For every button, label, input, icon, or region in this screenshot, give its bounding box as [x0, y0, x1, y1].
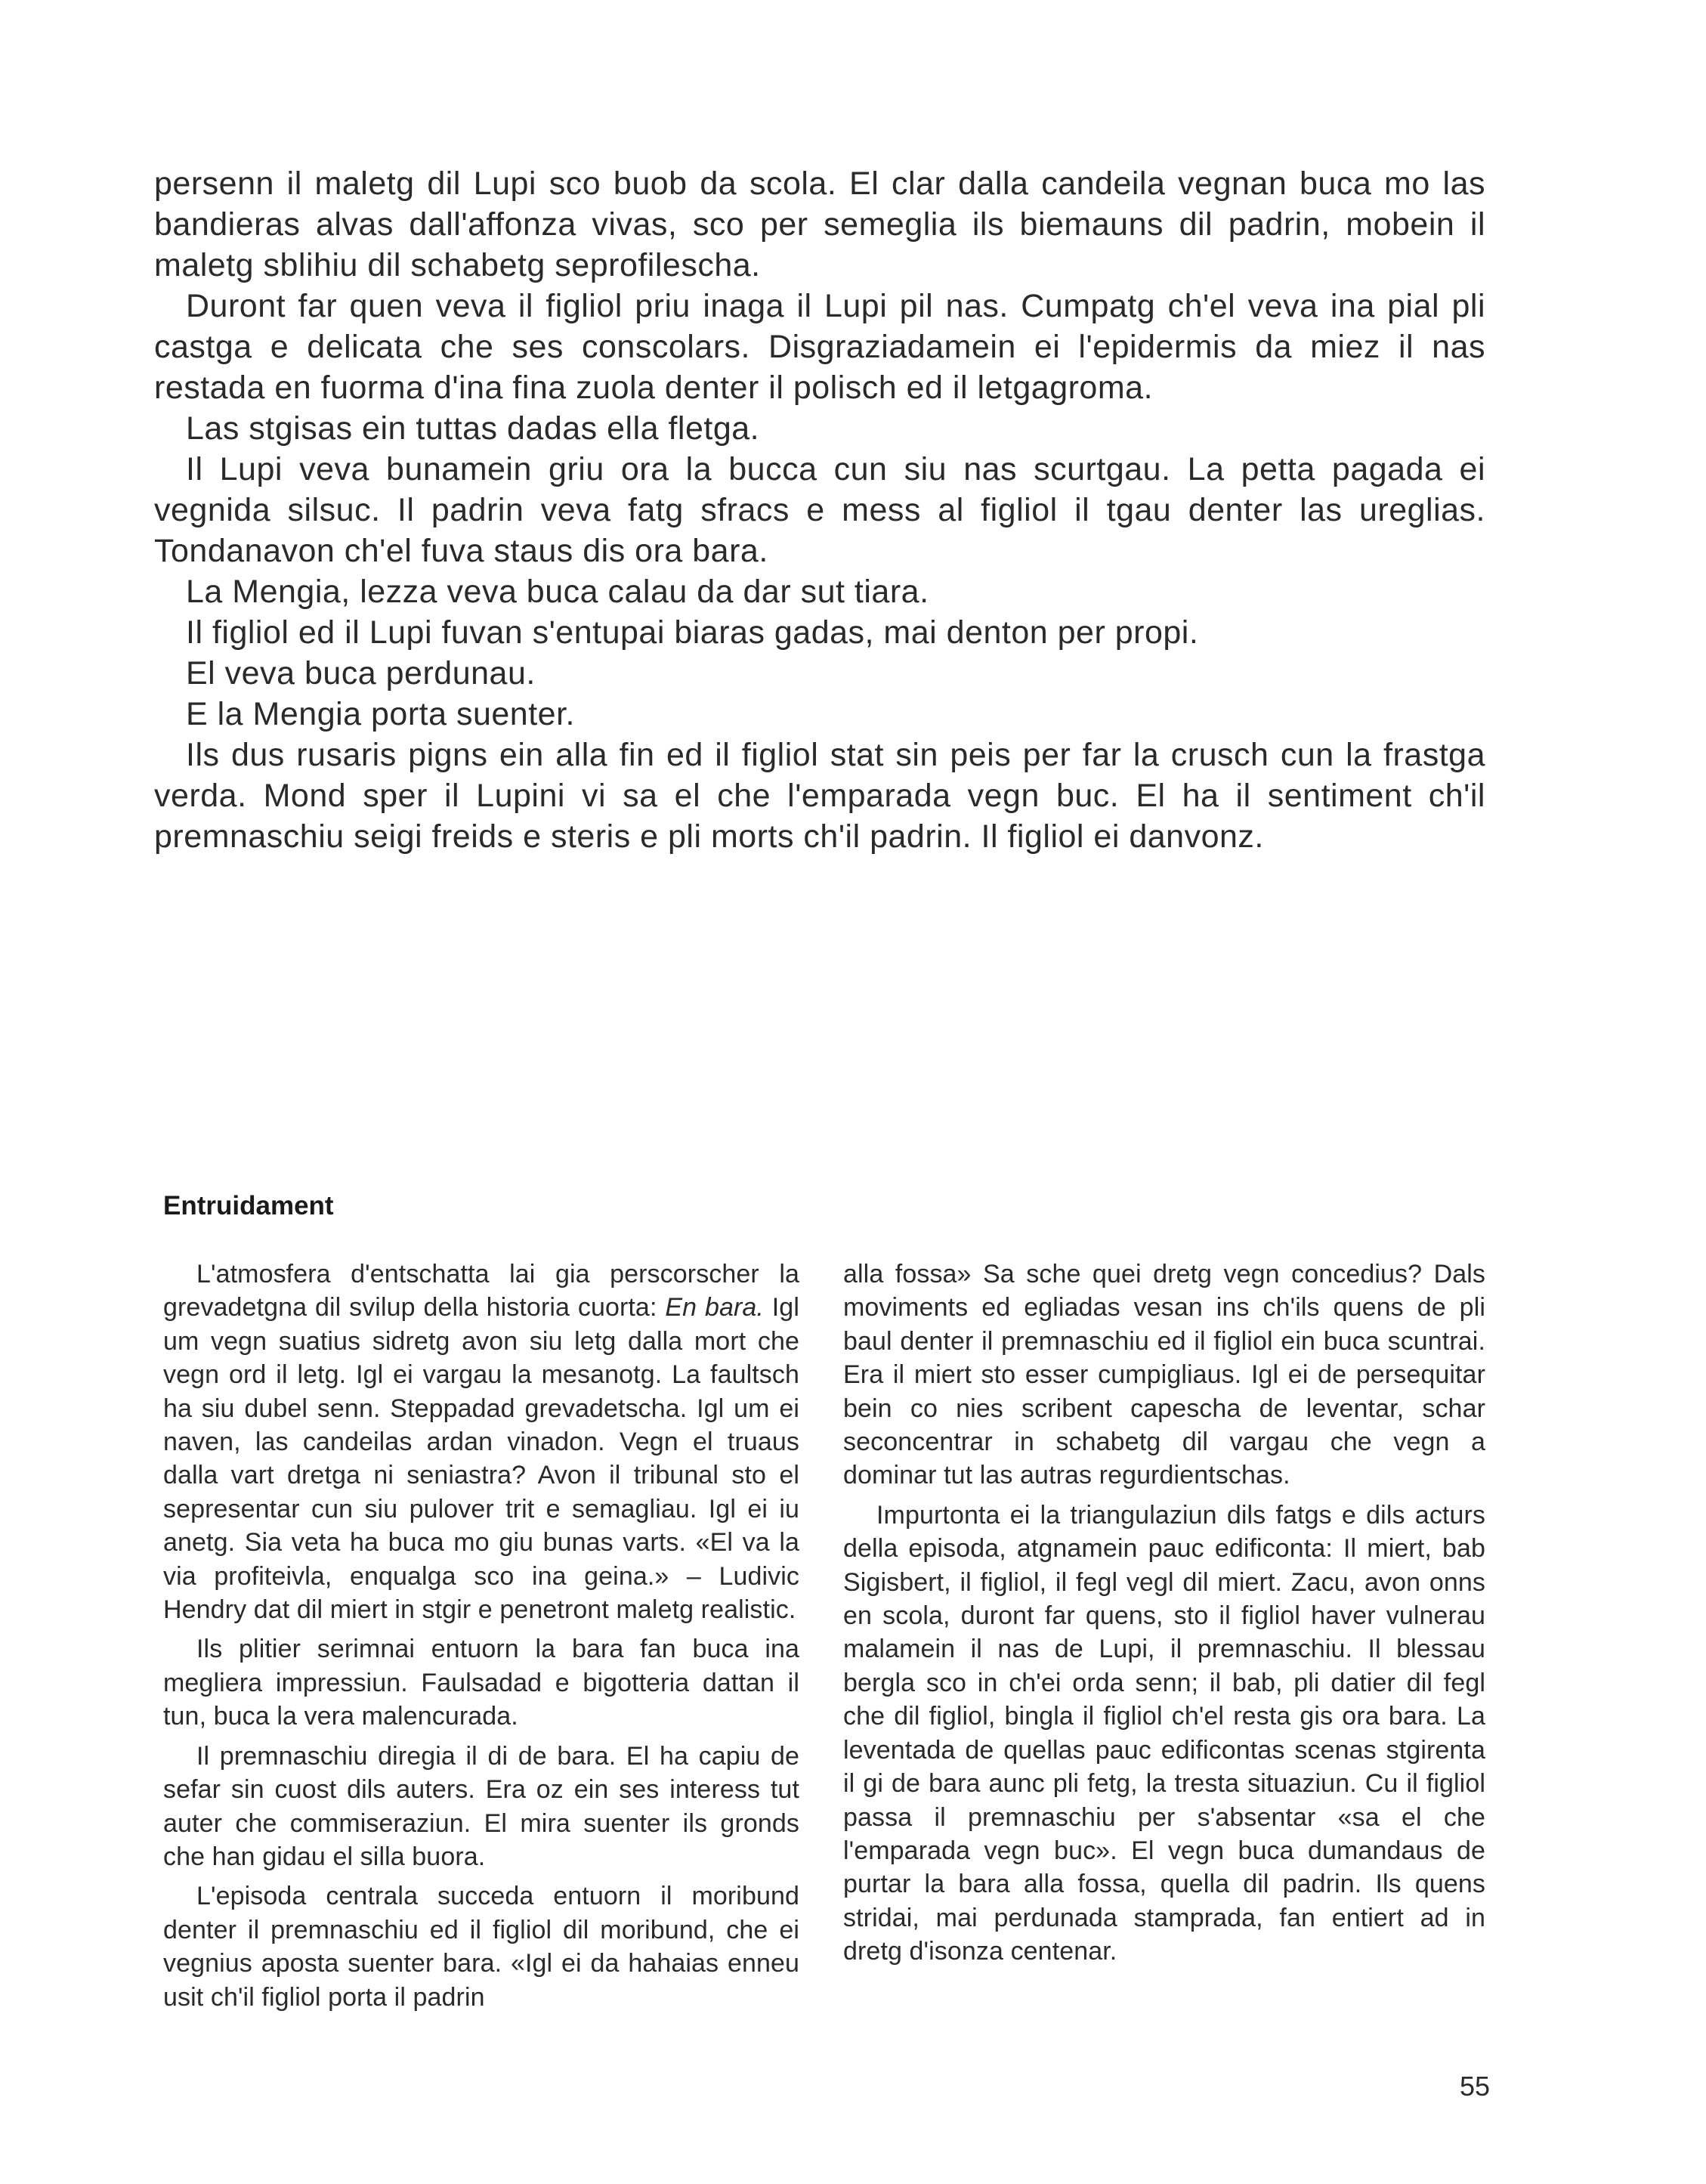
page-number: 55	[1460, 2071, 1491, 2102]
paragraph: persenn il maletg dil Lupi sco buob da scola. El clar dalla candeila vegnan buca mo las bandieras alvas dall'affonza vivas, sco per semeglia ils biemauns dil padrin, mobein il maletg sblihiu dil schabetg seprofilescha.	[154, 166, 1485, 283]
left-column	[163, 1258, 799, 2020]
paragraph: Ils dus rusaris pigns ein alla fin ed il figliol stat sin peis per far la crusch cun la frastga verda. Mond sper il Lupini vi sa el che l'emparada vegn buc. El ha il sentiment ch'il premnaschiu seigi freids e steris e pli morts ch'il padrin. Il figliol ei danvonz.	[154, 737, 1485, 855]
paragraph: El veva buca perdunau.	[186, 655, 536, 691]
paragraph: La Mengia, lezza veva buca calau da dar sut tiara.	[186, 574, 929, 610]
paragraph-text: Igl um vegn suatius sidretg avon siu letg dalla mort che vegn ord il letg. Igl ei vargau la mesanotg. La faultsch ha siu dubel senn. Steppadad grevadetscha. Igl um ei naven, las candeilas ardan vinadon. Vegn el truaus dalla vart dretga ni seniastra? Avon il tribunal sto el sepresentar cun siu pulover trit e semagliau. Igl ei iu anetg. Sia veta ha buca mo giu bunas varts. «El va la via profiteivla, enqualga sco ina geina.» – Ludivic Hendry dat dil miert in stgir e penetront maletg realistic.	[163, 1293, 799, 1625]
paragraph: alla fossa» Sa sche quei dretg vegn concedius? Dals moviments ed egliadas vesan ins ch'ils quens de pli baul denter il premnaschiu ed il figliol ein buca scuntrai. Era il miert sto esser cumpigliaus. Igl ei de persequitar bein co nies scribent capescha de leventar, schar seconcentrar in schabetg dil vargau che vegn a dominar tut las autras regurdientschas.	[843, 1260, 1485, 1490]
paragraph: Las stgisas ein tuttas dadas ella fletga.	[186, 410, 760, 447]
paragraph: Il figliol ed il Lupi fuvan s'entupai biaras gadas, mai denton per propi.	[186, 614, 1199, 651]
paragraph: Il Lupi veva bunamein griu ora la bucca cun siu nas scurtgau. La petta pagada ei vegnida silsuc. Il padrin veva fatg sfracs e mess al figliol il tgau denter las ureglias. Tondanavon ch'el fuva staus dis ora bara.	[154, 451, 1485, 569]
paragraph	[163, 1258, 799, 1626]
right-column	[843, 1258, 1485, 1975]
paragraph: Duront far quen veva il figliol priu inaga il Lupi pil nas. Cumpatg ch'el veva ina pial pli castga e delicata che ses conscolars. Disgraziadamein ei l'epidermis da miez il nas restada en fuorma d'ina fina zuola denter il polisch ed il letgagroma.	[154, 288, 1485, 406]
section-heading: Entruidament	[163, 1191, 334, 1220]
paragraph: L'episoda centrala succeda entuorn il moribund denter il premnaschiu ed il figliol dil moribund, che ei vegnius aposta suenter bara. «Igl ei da hahaias enneu usit ch'il figliol porta il padrin	[163, 1882, 799, 2012]
paragraph: Ils plitier serimnai entuorn la bara fan buca ina megliera impressiun. Faulsadad e bigotteria dattan il tun, buca la vera malencurada.	[163, 1635, 799, 1731]
top-text-block	[154, 163, 1485, 857]
paragraph-text: L'atmosfera d'entschatta lai gia perscorscher la grevadetgna dil svilup della historia cuorta:	[163, 1260, 799, 1322]
paragraph: E la Mengia porta suenter.	[186, 696, 575, 732]
paragraph: Il premnaschiu diregia il di de bara. El ha capiu de sefar sin cuost dils auters. Era oz ein ses interess tut auter che commiseraziun. El mira suenter ils gronds che han gidau el silla buora.	[163, 1741, 799, 1871]
paragraph: Impurtonta ei la triangulaziun dils fatgs e dils acturs della episoda, atgnamein pauc edificonta: Il miert, bab Sigisbert, il figliol, il fegl vegl dil miert. Zacu, avon onns en scola, duront far quens, sto il figliol haver vulnerau malamein il nas de Lupi, il premnaschiu. Il blessau bergla sco in ch'ei orda senn; il bab, pli datier dil fegl che dil figliol, bingla il figliol ch'el resta gis ora bara. La leventada de quellas pauc edificontas scenas stgirenta il gi de bara aunc pli fetg, la tresta situaziun. Cu il figliol passa il premnaschiu per s'absentar «sa el che l'emparada vegn buc». El vegn buca dumandaus de purtar la bara alla fossa, quella dil padrin. Ils quens stridai, mai perdunada stamprada, fan entiert ad in dretg d'isonza centenar.	[843, 1500, 1485, 1966]
work-title: En bara.	[665, 1293, 764, 1322]
